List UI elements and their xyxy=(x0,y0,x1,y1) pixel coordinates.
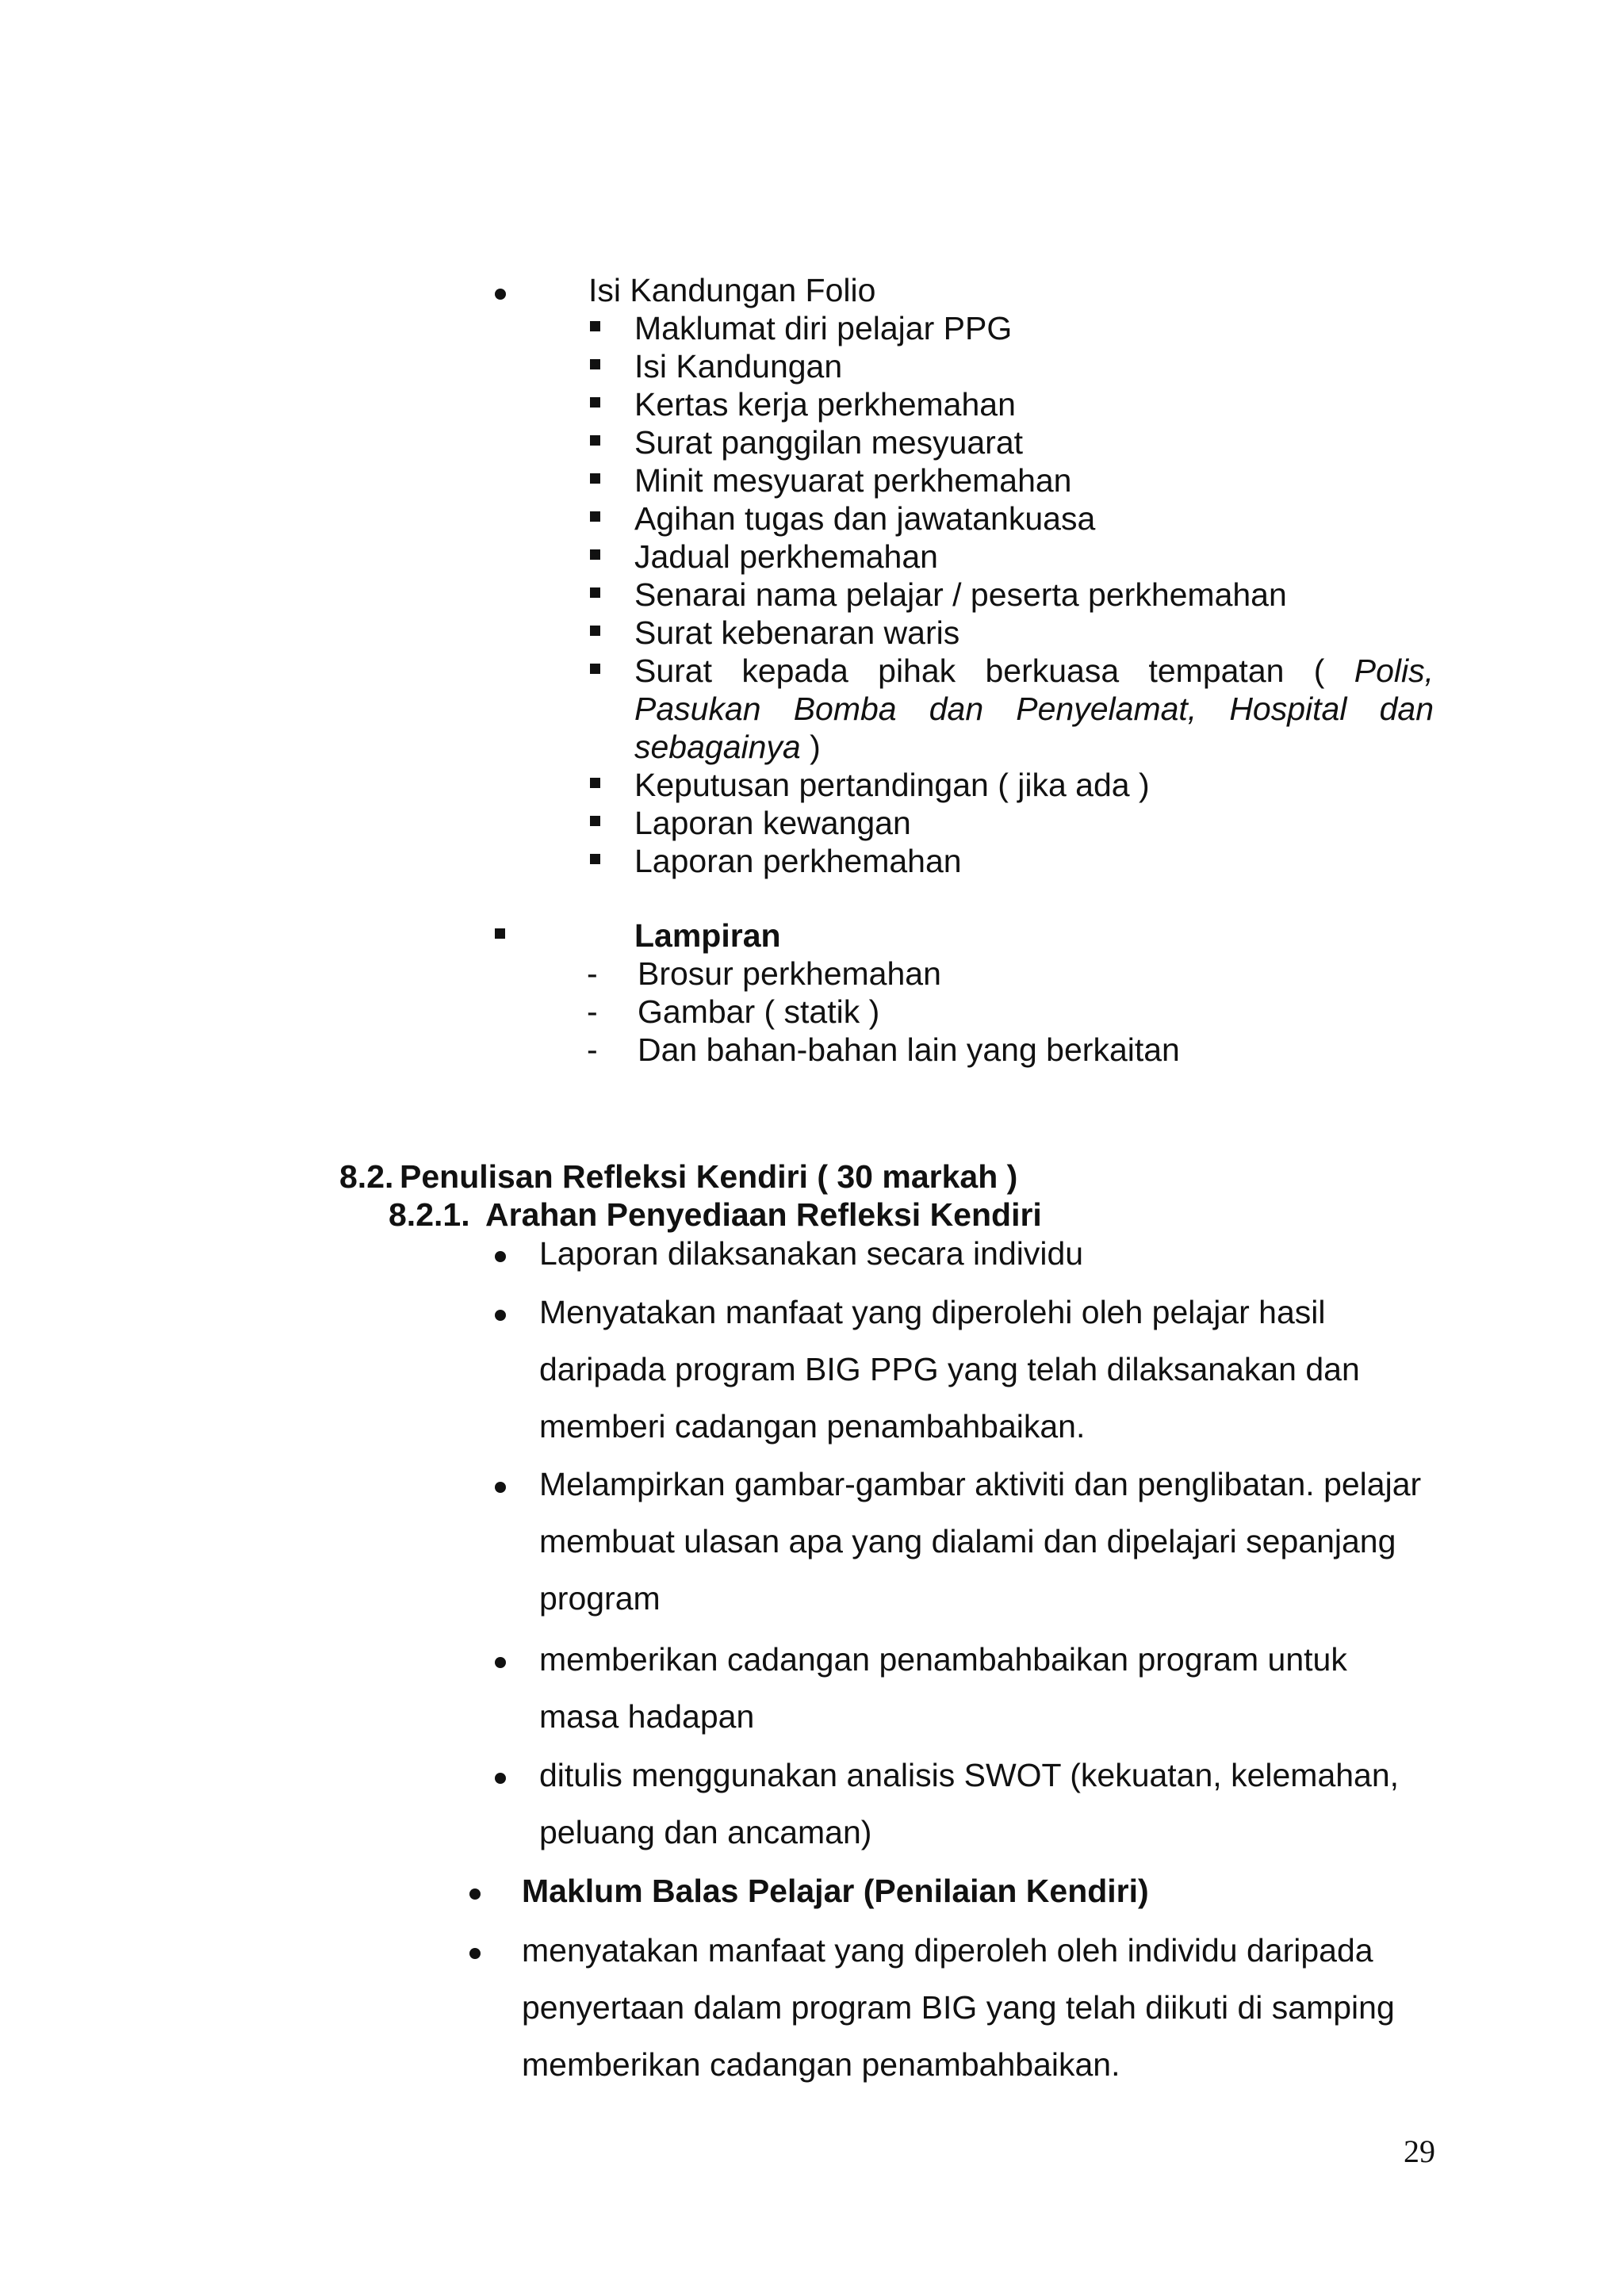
arahan-item-cont: peluang dan ancaman) xyxy=(539,1814,872,1850)
bullet-square xyxy=(590,778,600,788)
arahan-item-cont: membuat ulasan apa yang dialami dan dipelajari sepanjang xyxy=(539,1523,1396,1559)
arahan-item: Laporan dilaksanakan secara individu xyxy=(539,1235,1084,1272)
bullet-dash: - xyxy=(587,955,598,992)
arahan-item-cont: program xyxy=(539,1580,661,1617)
bullet-dot xyxy=(495,1773,506,1784)
arahan-item: ditulis menggunakan analisis SWOT (kekuatan, kelemahan, xyxy=(539,1757,1400,1793)
bullet-dot xyxy=(495,1482,506,1493)
folio-item: Minit mesyuarat perkhemahan xyxy=(634,462,1072,499)
subsection-number: 8.2.1. xyxy=(389,1196,470,1233)
section-number: 8.2. xyxy=(339,1158,394,1195)
folio-item: Kertas kerja perkhemahan xyxy=(634,386,1016,423)
bullet-dot xyxy=(469,1948,481,1959)
bullet-square xyxy=(590,511,600,522)
bullet-dot xyxy=(495,1657,506,1668)
folio-item: Senarai nama pelajar / peserta perkhemahan xyxy=(634,576,1287,613)
bullet-dot xyxy=(495,1310,506,1321)
bullet-dash: - xyxy=(587,1031,598,1068)
folio-item-surat-line3 xyxy=(634,728,821,766)
surat-plain: Surat kepada pihak berkuasa tempatan ( xyxy=(634,652,1325,689)
folio-item: Laporan perkhemahan xyxy=(634,843,962,879)
surat-italic-1: Polis, xyxy=(1354,652,1434,689)
bullet-dot xyxy=(495,1251,506,1262)
folio-item: Surat panggilan mesyuarat xyxy=(634,424,1024,461)
bullet-square xyxy=(590,816,600,826)
surat-italic-3: sebagainya xyxy=(634,729,801,765)
feedback-text-cont: memberikan cadangan penambahbaikan. xyxy=(522,2046,1120,2083)
bullet-square xyxy=(590,435,600,446)
feedback-text-cont: penyertaan dalam program BIG yang telah diikuti di samping xyxy=(522,1989,1395,2026)
bullet-square xyxy=(590,321,600,331)
bullet-dot xyxy=(469,1888,481,1900)
surat-close: ) xyxy=(800,729,821,765)
subsection-title: Arahan Penyediaan Refleksi Kendiri xyxy=(485,1196,1042,1233)
folio-heading: Isi Kandungan Folio xyxy=(588,272,876,308)
section-title: Penulisan Refleksi Kendiri ( 30 markah ) xyxy=(400,1158,1018,1195)
folio-item: Keputusan pertandingan ( jika ada ) xyxy=(634,767,1150,803)
arahan-item-cont: daripada program BIG PPG yang telah dilaksanakan dan xyxy=(539,1351,1360,1387)
lampiran-heading: Lampiran xyxy=(634,917,781,954)
folio-item: Agihan tugas dan jawatankuasa xyxy=(634,500,1096,537)
lampiran-item: Dan bahan-bahan lain yang berkaitan xyxy=(638,1031,1180,1068)
arahan-item: memberikan cadangan penambahbaikan program untuk xyxy=(539,1641,1347,1678)
bullet-square xyxy=(590,359,600,369)
bullet-square xyxy=(590,626,600,636)
feedback-heading: Maklum Balas Pelajar (Penilaian Kendiri) xyxy=(522,1873,1149,1909)
lampiran-item: Brosur perkhemahan xyxy=(638,955,941,992)
arahan-item-cont: memberi cadangan penambahbaikan. xyxy=(539,1408,1086,1445)
bullet-square xyxy=(590,549,600,560)
arahan-item: Menyatakan manfaat yang diperolehi oleh pelajar hasil xyxy=(539,1294,1326,1330)
bullet-square xyxy=(590,473,600,484)
feedback-text: menyatakan manfaat yang diperoleh oleh individu daripada xyxy=(522,1932,1373,1969)
folio-item-surat-line1 xyxy=(634,652,1434,690)
folio-item: Laporan kewangan xyxy=(634,805,911,841)
bullet-square xyxy=(495,928,505,939)
folio-item: Surat kebenaran waris xyxy=(634,614,960,651)
folio-item: Maklumat diri pelajar PPG xyxy=(634,310,1013,346)
bullet-square xyxy=(590,587,600,598)
bullet-dot xyxy=(495,289,506,300)
bullet-square xyxy=(590,397,600,408)
page-number: 29 xyxy=(1404,2133,1435,2169)
folio-item-surat-line2: Pasukan Bomba dan Penyelamat, Hospital dan xyxy=(634,691,1434,727)
bullet-square xyxy=(590,854,600,864)
folio-item: Isi Kandungan xyxy=(634,348,843,385)
arahan-item: Melampirkan gambar-gambar aktiviti dan penglibatan. pelajar xyxy=(539,1466,1422,1502)
bullet-dash: - xyxy=(587,993,598,1030)
arahan-item-cont: masa hadapan xyxy=(539,1698,755,1735)
folio-item: Jadual perkhemahan xyxy=(634,538,938,575)
bullet-square xyxy=(590,664,600,674)
lampiran-item: Gambar ( statik ) xyxy=(638,993,880,1030)
